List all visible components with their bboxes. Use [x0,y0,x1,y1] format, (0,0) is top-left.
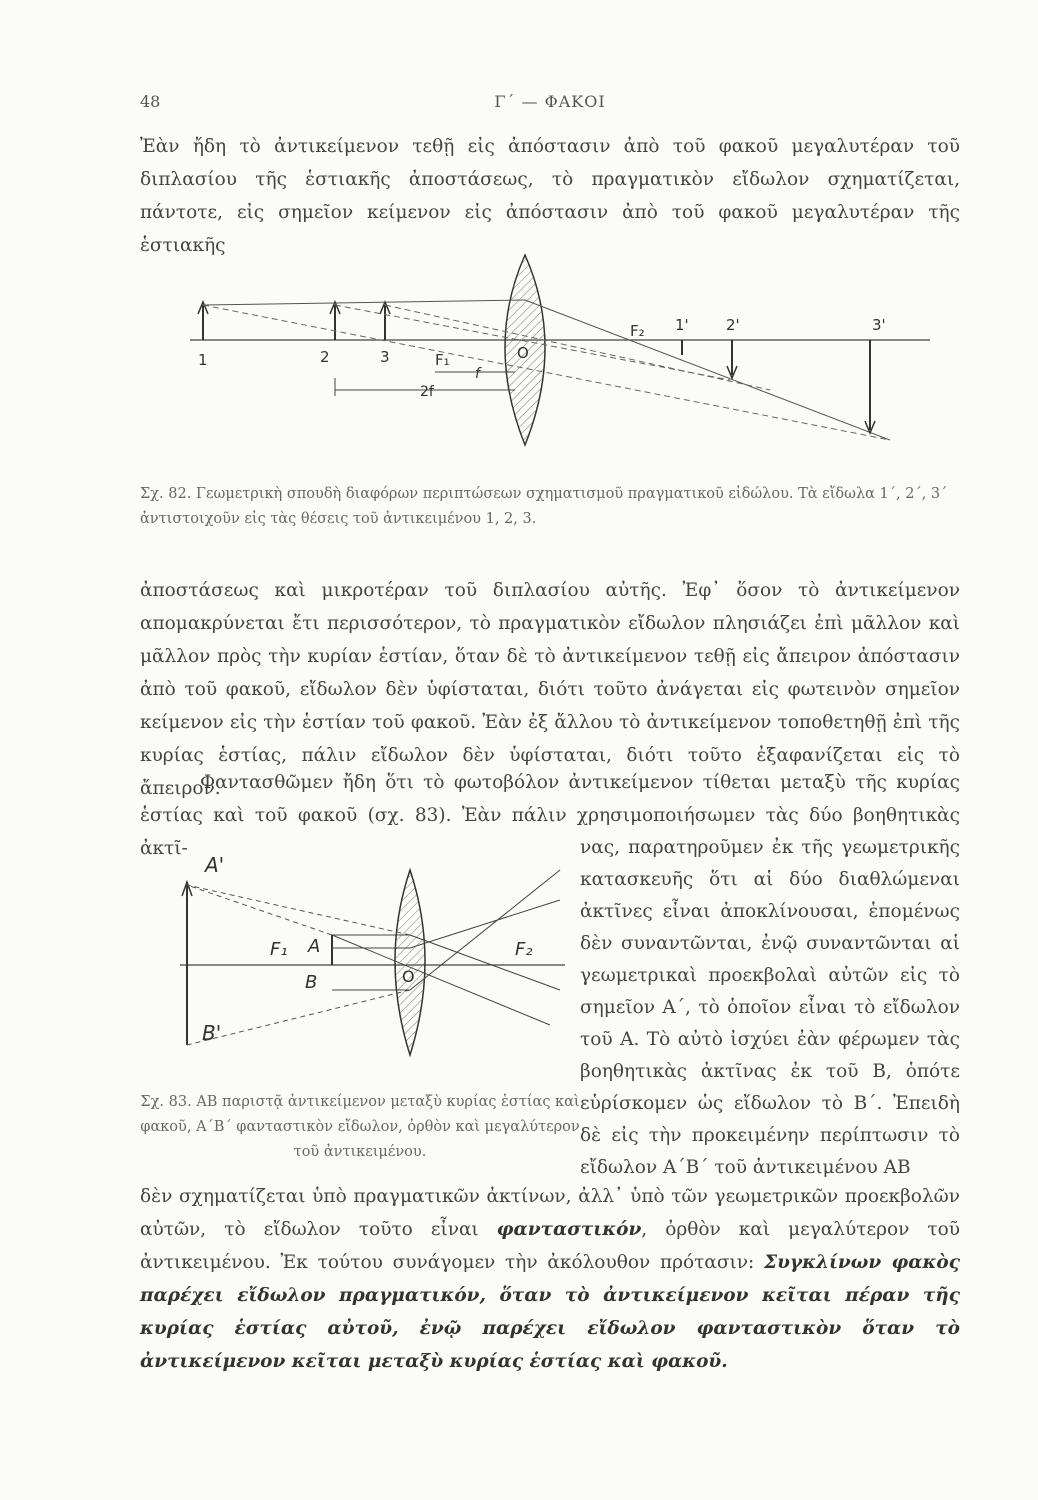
figure-82-diagram [170,250,930,450]
label-f: f [475,366,480,382]
label-2f: 2f [420,384,434,400]
paragraph-4-middle: , ὀρθὸν καὶ μεγαλύτερον τοῦ ἀντικειμένου. Ἐκ τούτου συνάγομεν τὴν ἀκόλουθον πρότασιν: [140,1219,960,1273]
figure-82 [170,250,930,450]
ray-center-1 [203,305,890,440]
label-b-prime: B' [202,1021,222,1045]
right-column-text: νας, παρατηροῦμεν ἐκ τῆς γεωμετρικῆς κατασκευῆς ὅτι αἱ δύο διαθλώμεναι ἀκτῖνες εἶναι ἀποκλίνουσαι, ἑπομένως δὲν συναντῶνται, ἐνῷ συναντῶνται αἱ γεωμετρικαὶ προεκβολαὶ αὐτῶν εἰς τὸ σημεῖον Α΄, τὸ ὁποῖον εἶναι τὸ εἴδωλον τοῦ Α. Τὸ αὐτὸ ἰσχύει ἐὰν φέρωμεν τὰς βοηθητικὰς ἀκτῖνας ἐκ τοῦ Β, ὁπότε εὑρίσκομεν ὡς εἴδωλον τὸ Β΄. Ἐπειδὴ δὲ εἰς τὴν προκειμένην περίπτωσιν τὸ εἴδωλον Α΄Β΄ τοῦ ἀντικειμένου ΑΒ [580,837,960,1178]
label-obj3: 3 [380,348,390,366]
label-img3: 3' [872,316,886,334]
label-b: B [305,972,318,993]
label-f1: F₁ [435,351,450,369]
emphasis-fantastikon: φανταστικόν [496,1219,642,1240]
page-number: 48 [140,92,161,111]
ray-a-center-extension [187,885,332,935]
label-obj2: 2 [320,348,330,366]
ray-parallel [203,300,525,305]
figure-83-caption: Σχ. 83. ΑΒ παριστᾷ ἀντικείμενον μεταξὺ κυρίας ἑστίας καὶ φακοῦ, Α΄Β΄ φανταστικὸν εἴδωλον, ὀρθὸν καὶ μεγαλύτερον τοῦ ἀντικειμένου. [140,1094,580,1160]
label-center-o-83: O [402,967,415,986]
figure-82-caption: Σχ. 82. Γεωμετρικὴ σπουδὴ διαφόρων περιπτώσεων σχηματισμοῦ πραγματικοῦ εἰδώλου. Τὰ εἴδωλα 1΄, 2΄, 3΄ ἀντιστοιχοῦν εἰς τὰς θέσεις τοῦ ἀντικειμένου 1, 2, 3. [140,486,948,527]
lens-rule-statement: Συγκλίνων φακὸς παρέχει εἴδωλον πραγματικόν, ὅταν τὸ ἀντικείμενον κεῖται πέραν τῆς κυρίας ἑστίας αὐτοῦ, ἐνῷ παρέχει εἴδωλον φανταστικὸν ὅταν τὸ ἀντικείμενον κεῖται μεταξὺ κυρίας ἑστίας καὶ φακοῦ. [140,1252,960,1372]
ray-refracted [525,300,890,440]
label-center-o: O [517,344,529,362]
paragraph-4 [140,1180,960,1378]
label-f1-83: F₁ [270,939,288,960]
figure-83-diagram [140,840,570,1080]
ray-lower-refracted [410,870,560,990]
page-header [140,92,960,120]
label-a: A [308,936,321,957]
label-f2-83: F₂ [515,939,533,960]
ray-a-refracted [410,935,560,990]
label-img2: 2' [726,316,740,334]
ray-b-refracted [410,900,560,948]
ray-center-3 [385,305,770,390]
label-f2: F₂ [630,322,645,340]
paragraph-1: Ἐὰν ἤδη τὸ ἀντικείμενον τεθῇ εἰς ἀπόστασιν ἀπὸ τοῦ φακοῦ μεγαλυτέραν τοῦ διπλασίου τῆς ἑστιακῆς ἀποστάσεως, τὸ πραγματικὸν εἴδωλον σχηματίζεται, πάντοτε, εἰς σημεῖον κείμενον εἰς ἀπόστασιν ἀπὸ τοῦ φακοῦ μεγαλυτέραν τῆς ἑστιακῆς [140,136,960,256]
paragraph-2: ἀποστάσεως καὶ μικροτέραν τοῦ διπλασίου αὐτῆς. Ἐφ᾽ ὅσον τὸ ἀντικείμενον απομακρύνεται ἔτι περισσότερον, τὸ πραγματικὸν εἴδωλον πλησιάζει ἐπὶ μᾶλλον καὶ μᾶλλον πρὸς τὴν κυρίαν ἑστίαν, ὅταν δὲ τὸ ἀντικείμενον τεθῇ εἰς ἄπειρον ἀπόστασιν ἀπὸ τοῦ φακοῦ, εἴδωλον δὲν ὑφίσταται, διότι τοῦτο ἀνάγεται εἰς φωτεινὸν σημεῖον κείμενον εἰς τὴν ἑστίαν τοῦ φακοῦ. Ἐὰν ἐξ ἄλλου τὸ ἀντικείμενον τοποθετηθῇ ἐπὶ τῆς κυρίας ἑστίας, πάλιν εἴδωλον δὲν ὑφίσταται, διότι τοῦτο ἐξαφανίζεται εἰς τὸ ἄπειρον. [140,580,960,799]
running-title: Γ΄ — ΦΑΚΟΙ [494,92,606,111]
label-obj1: 1 [198,351,208,369]
paragraph-4-start: δὲν σχηματίζεται ὑπὸ πραγματικῶν ἀκτίνων, ἀλλ᾽ ὑπὸ τῶν γεωμετρικῶν προεκβολῶν αὐτῶν, τὸ εἴδωλον τοῦτο εἶναι [140,1186,960,1240]
label-img1: 1' [675,316,689,334]
paragraph-3: Φαντασθῶμεν ἤδη ὅτι τὸ φωτοβόλον ἀντικείμενον τίθεται μεταξὺ τῆς κυρίας ἑστίας καὶ τοῦ φακοῦ (σχ. 83). Ἐὰν πάλιν χρησιμοποιήσωμεν τὰς δύο βοηθητικὰς ἀκτῖ- [140,772,960,859]
ray-a-extension [187,885,410,935]
figure-83 [140,840,570,1080]
label-a-prime: A' [205,853,225,877]
